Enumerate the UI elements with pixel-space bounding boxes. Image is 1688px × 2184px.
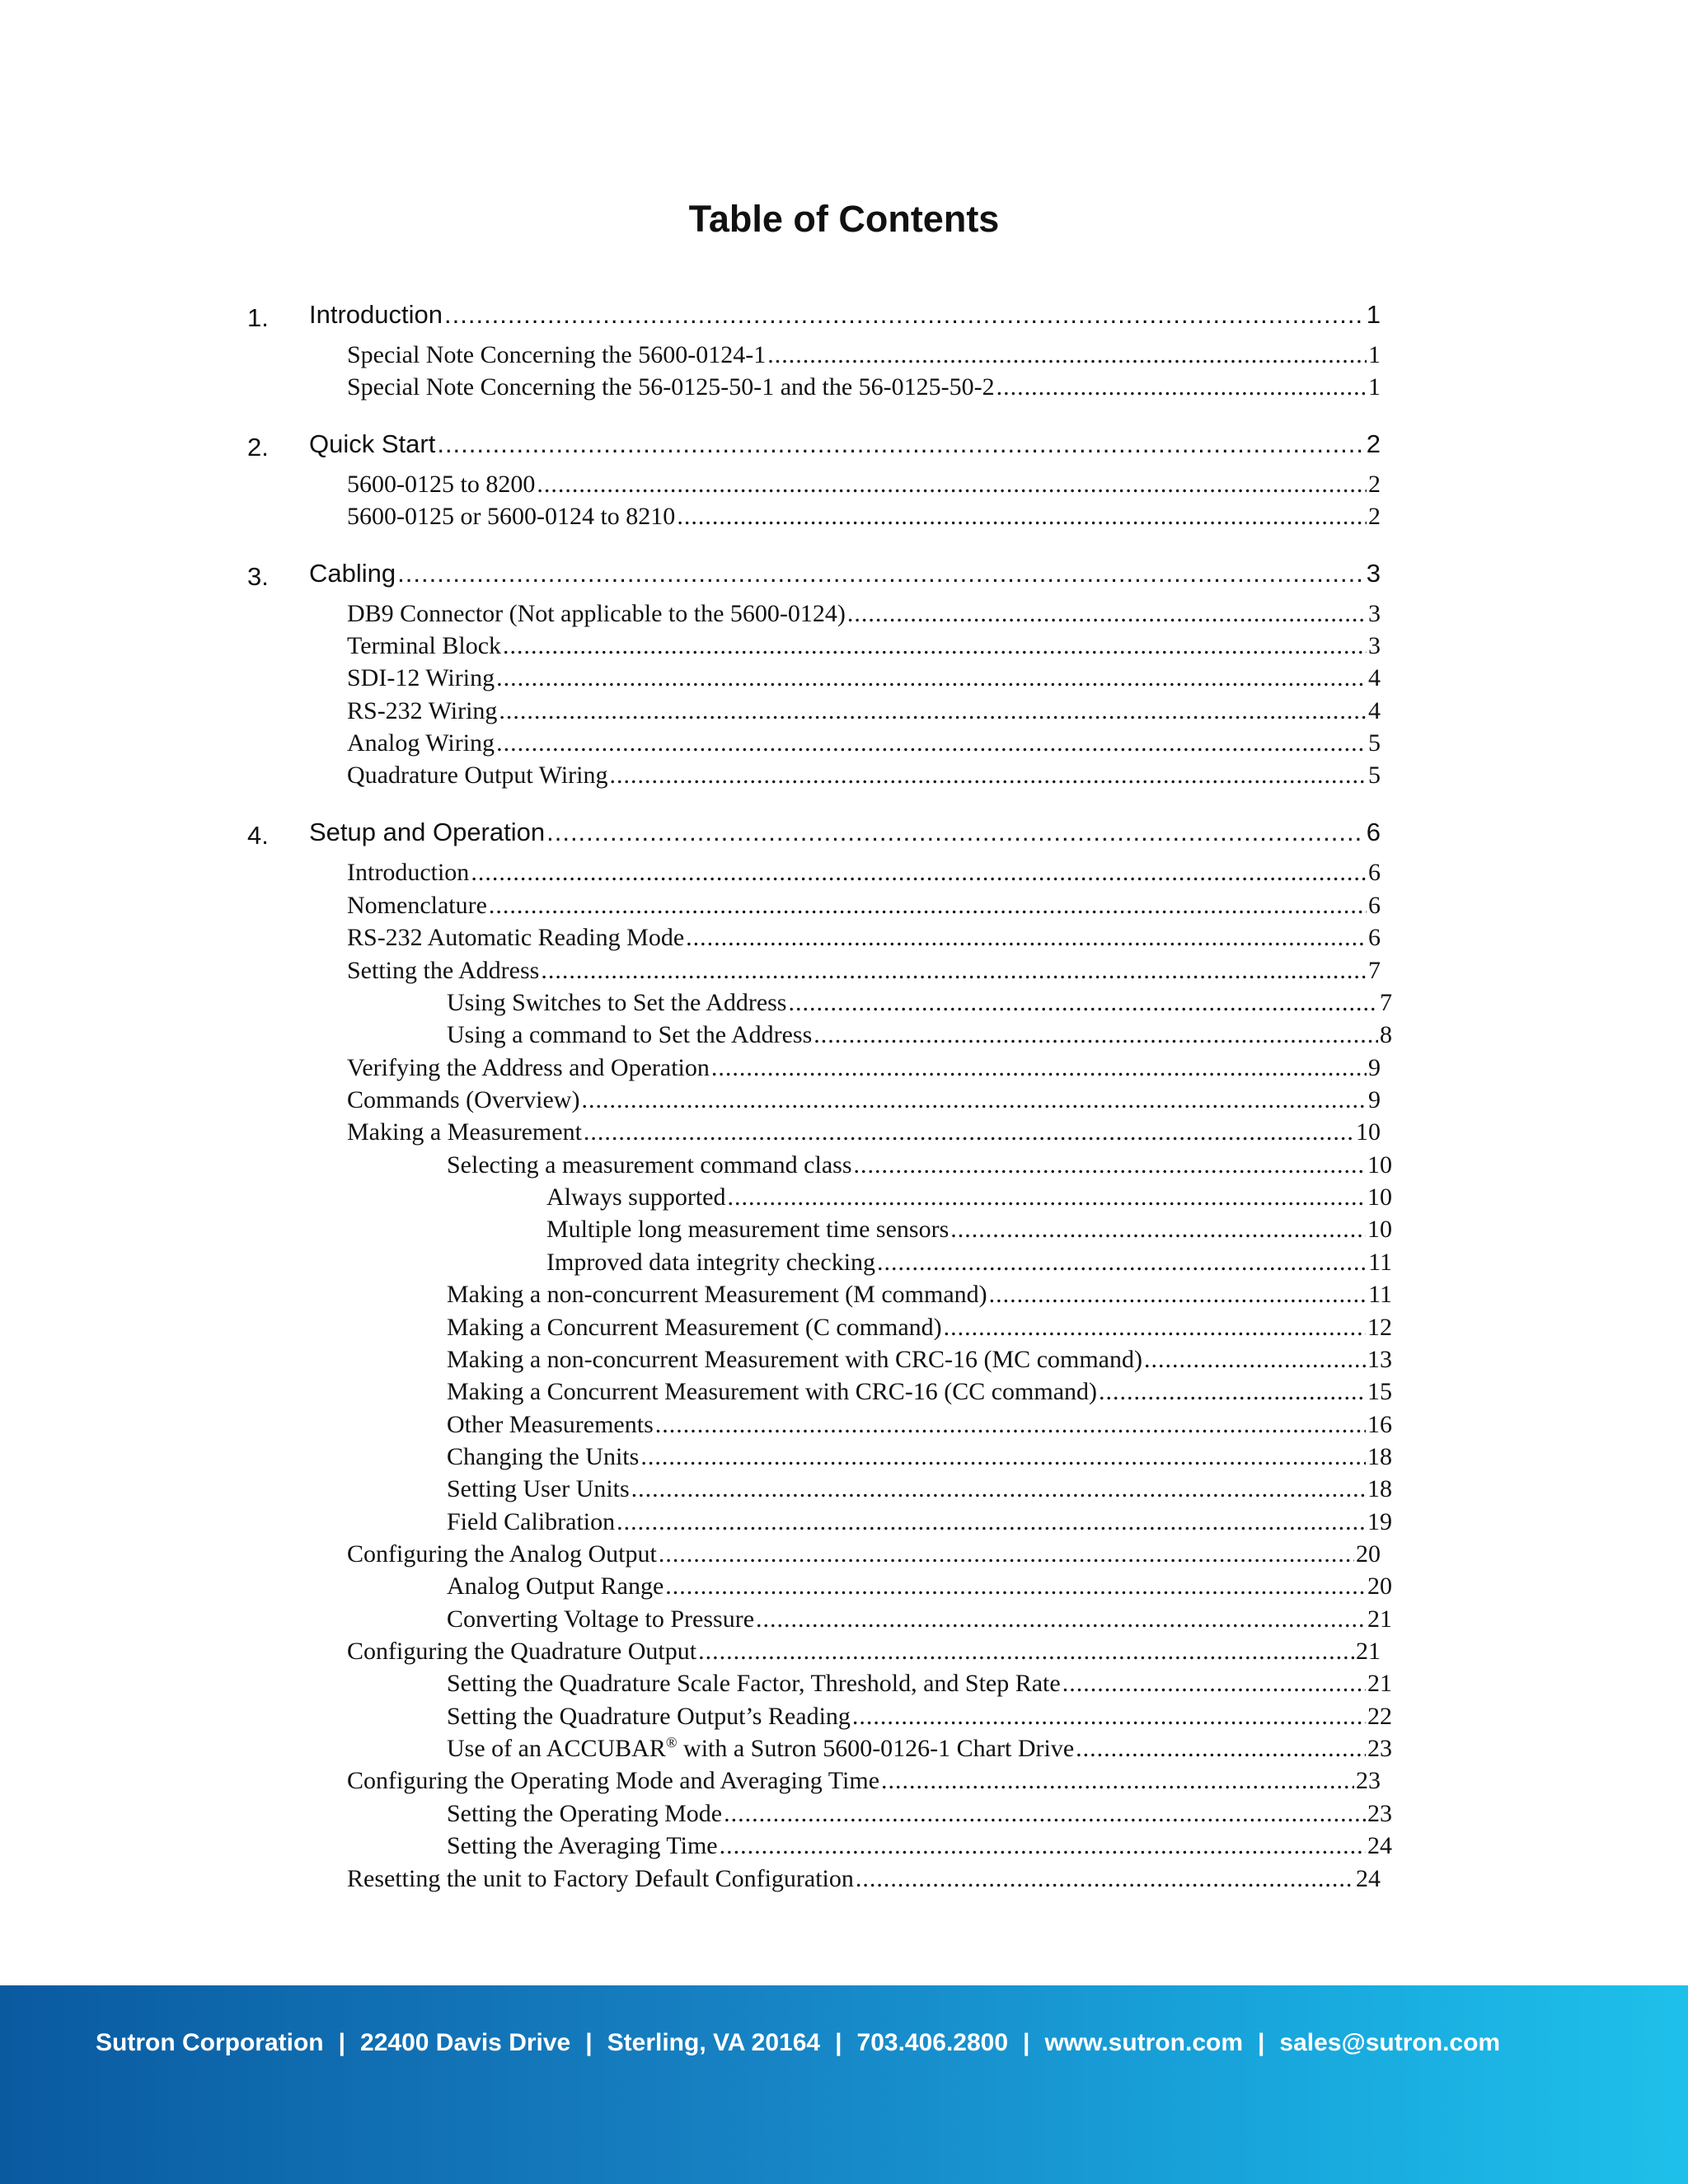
toc-entry[interactable]: Setting the Operating Mode ..... 23: [447, 1800, 1392, 1833]
toc-entry[interactable]: Field Calibration ..... 19: [447, 1508, 1392, 1541]
toc-entry[interactable]: Making a Measurement ..... 10: [347, 1118, 1381, 1151]
toc-entry[interactable]: Quadrature Output Wiring ..... 5: [347, 762, 1381, 794]
toc-entry[interactable]: Making a non-concurrent Measurement (M command) ..... 11: [447, 1281, 1392, 1314]
toc-entry[interactable]: Introduction ..... 6: [347, 859, 1381, 892]
toc-entry[interactable]: Using a command to Set the Address ..... 8: [447, 1021, 1392, 1054]
page-number: 2: [1366, 429, 1381, 458]
toc-entry[interactable]: SDI-12 Wiring ..... 4: [347, 664, 1381, 697]
toc-entry[interactable]: Always supported ..... 10: [546, 1183, 1392, 1216]
toc-entry[interactable]: Setting the Averaging Time ..... 24: [447, 1832, 1392, 1865]
footer-contact: Sutron Corporation | 22400 Davis Drive | Sterling, VA 20164 | 703.406.2800 | www.sutron.com | sales@sutron.com: [96, 2029, 1501, 2056]
page-number: 1: [1366, 300, 1381, 329]
toc-entry[interactable]: Setting the Quadrature Scale Factor, Threshold, and Step Rate ..... 21: [447, 1670, 1392, 1703]
page-number: 3: [1366, 559, 1381, 588]
toc-entry[interactable]: Multiple long measurement time sensors ..... 10: [546, 1216, 1392, 1249]
toc-entry[interactable]: Configuring the Analog Output ..... 20: [347, 1540, 1381, 1573]
toc-entry[interactable]: Setting User Units ..... 18: [447, 1475, 1392, 1508]
toc-entry[interactable]: RS-232 Automatic Reading Mode ..... 6: [347, 924, 1381, 957]
toc-entry[interactable]: Resetting the unit to Factory Default Configuration ..... 24: [347, 1865, 1381, 1898]
toc-chapter-setup-and-operation[interactable]: [309, 818, 1381, 854]
toc-entry[interactable]: Analog Wiring ..... 5: [347, 729, 1381, 762]
toc-entry[interactable]: Improved data integrity checking ..... 11: [546, 1249, 1392, 1282]
chapter-number: 4.: [247, 821, 269, 850]
toc-entry[interactable]: Other Measurements ..... 16: [447, 1411, 1392, 1444]
toc-entry[interactable]: DB9 Connector (Not applicable to the 5600-0124) ..... 3: [347, 600, 1381, 633]
toc-entry[interactable]: Special Note Concerning the 56-0125-50-1 and the 56-0125-50-2 ..... 1: [347, 373, 1381, 406]
toc-entry[interactable]: 5600-0125 or 5600-0124 to 8210 ..... 2: [347, 503, 1381, 536]
toc-entry[interactable]: Verifying the Address and Operation ..... 9: [347, 1054, 1381, 1087]
toc-entry[interactable]: Nomenclature ..... 6: [347, 892, 1381, 925]
company-name: Sutron Corporation: [96, 2029, 324, 2056]
toc-entry[interactable]: Making a Concurrent Measurement with CRC-16 (CC command) ..... 15: [447, 1378, 1392, 1411]
chapter-label: Introduction: [309, 300, 443, 329]
chapter-label: Cabling: [309, 559, 396, 588]
toc-entry[interactable]: Setting the Quadrature Output’s Reading ..... 22: [447, 1703, 1392, 1736]
toc-entry[interactable]: Selecting a measurement command class ..... 10: [447, 1151, 1392, 1184]
chapter-label: Setup and Operation: [309, 818, 546, 846]
chapter-number: 2.: [247, 433, 269, 462]
toc-entry[interactable]: Configuring the Operating Mode and Averaging Time ..... 23: [347, 1767, 1381, 1800]
toc-entry[interactable]: RS-232 Wiring ..... 4: [347, 697, 1381, 730]
chapter-label: Quick Start: [309, 429, 436, 458]
toc-entry[interactable]: Setting the Address ..... 7: [347, 957, 1381, 990]
page-number: 6: [1366, 818, 1381, 846]
toc-chapter-quick-start[interactable]: [309, 429, 1381, 466]
toc-entry[interactable]: Making a Concurrent Measurement (C command) ..... 12: [447, 1314, 1392, 1347]
street-address: 22400 Davis Drive: [360, 2029, 571, 2056]
chapter-number: 1.: [247, 303, 269, 332]
toc-entry[interactable]: Analog Output Range ..... 20: [447, 1572, 1392, 1605]
toc-entry[interactable]: Using Switches to Set the Address ..... 7: [447, 989, 1392, 1022]
toc-entry[interactable]: Changing the Units ..... 18: [447, 1443, 1392, 1476]
registered-mark: ®: [665, 1735, 678, 1750]
toc-entry[interactable]: 5600-0125 to 8200 ..... 2: [347, 471, 1381, 504]
chapter-number: 3.: [247, 562, 269, 591]
toc-entry[interactable]: Commands (Overview) ..... 9: [347, 1086, 1381, 1119]
toc-entry[interactable]: Use of an ACCUBAR® with a Sutron 5600-0126-1 Chart Drive ..... 23: [447, 1735, 1392, 1768]
toc-entry[interactable]: Making a non-concurrent Measurement with CRC-16 (MC command) ..... 13: [447, 1346, 1392, 1379]
city-state-zip: Sterling, VA 20164: [607, 2029, 821, 2056]
website-link[interactable]: www.sutron.com: [1044, 2029, 1244, 2056]
page-title: Table of Contents: [688, 198, 1000, 240]
phone-number: 703.406.2800: [856, 2029, 1009, 2056]
email-link[interactable]: sales@sutron.com: [1279, 2029, 1501, 2056]
toc-entry[interactable]: Special Note Concerning the 5600-0124-1 ..... 1: [347, 341, 1381, 374]
toc-entry[interactable]: Configuring the Quadrature Output ..... 21: [347, 1638, 1381, 1671]
toc-chapter-cabling[interactable]: [309, 559, 1381, 595]
footer-banner: [0, 1985, 1688, 2184]
toc-entry[interactable]: Terminal Block ..... 3: [347, 632, 1381, 665]
toc-chapter-introduction[interactable]: [309, 300, 1381, 336]
toc-entry[interactable]: Converting Voltage to Pressure ..... 21: [447, 1605, 1392, 1638]
